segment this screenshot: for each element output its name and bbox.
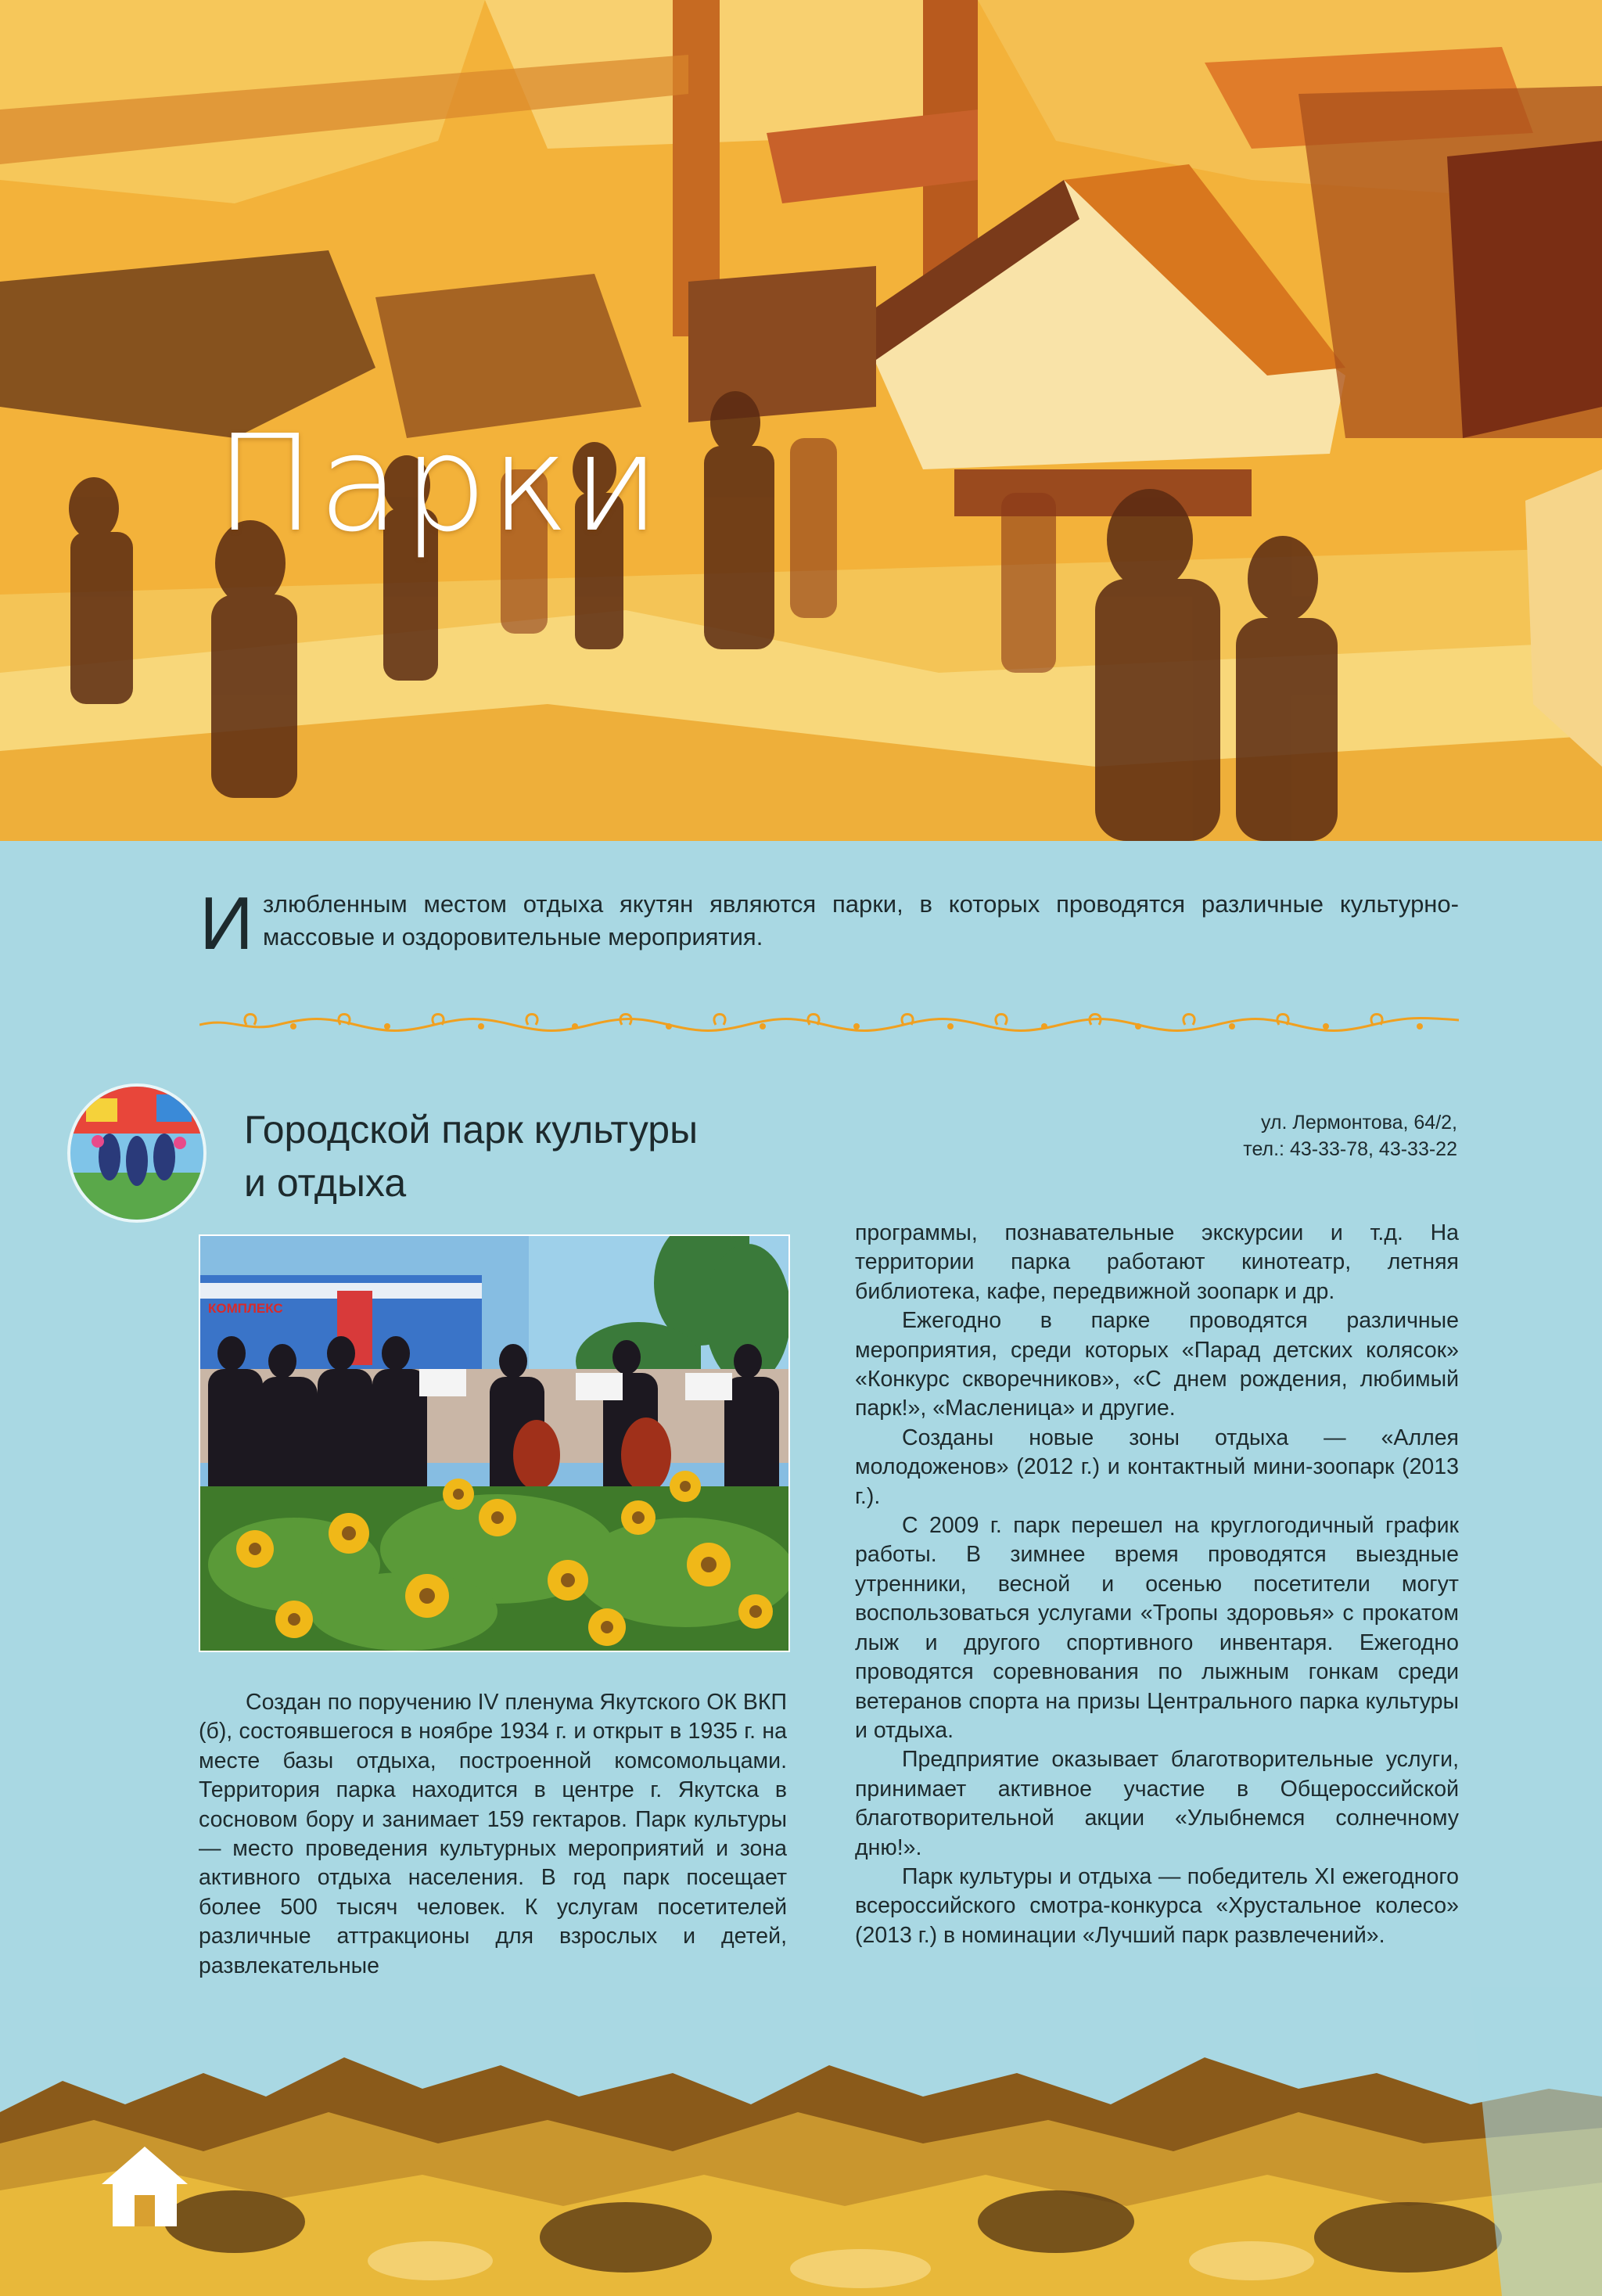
- phone-text: тел.: 43-33-78, 43-33-22: [1243, 1138, 1457, 1160]
- paragraph: Созданы новые зоны отдыха — «Аллея молодоженов» (2012 г.) и контактный мини-зоопарк (2013 г.).: [855, 1425, 1459, 1509]
- ornament-divider: [199, 1003, 1459, 1042]
- paragraph-continued: программы, познавательные экскурсии и т.д. На территории парка работают кинотеатр, летняя библиотека, кафе, передвижной зоопарк и др.: [855, 1220, 1459, 1304]
- home-icon[interactable]: [99, 2143, 191, 2230]
- section-title: [244, 1103, 792, 1209]
- left-column-text: [199, 1688, 787, 1981]
- page-title: Парки: [215, 407, 663, 562]
- section-logo-photo: [67, 1083, 207, 1223]
- footer-illustration: [0, 1987, 1602, 2296]
- photo-sign-text: КОМПЛЕКС: [208, 1301, 283, 1316]
- paragraph: Парк культуры и отдыха — победитель XI ежегодного всероссийского смотра-конкурса «Хрустальное колесо» (2013 г.) в номинации «Лучший парк развлечений».: [855, 1863, 1459, 1948]
- paragraph: Создан по поручению IV пленума Якутского ОК ВКП (б), состоявшегося в ноябре 1934 г. и открыт в 1935 г. на месте базы отдыха, построенной комсомольцами. Территория парка находится в центре г. Якутска в сосновом бору и занимает 159 гектаров. Парк культуры — место проведения культурных мероприятий и зона активного отдыха населения. В год парк посещает более 500 тысяч человек. К услугам посетителей различные аттракционы для взрослых и детей, развлекательные: [199, 1690, 787, 1978]
- address-text: ул. Лермонтова, 64/2,: [1260, 1112, 1457, 1134]
- drop-cap: И: [199, 882, 253, 965]
- contact-info: [1243, 1109, 1457, 1162]
- orchestra-photo: [199, 1234, 790, 1652]
- paragraph: Предприятие оказывает благотворительные услуги, принимает активное участие в Общероссийской благотворительной акции «Улыбнемся солнечному дню!».: [855, 1747, 1459, 1860]
- section-title-line2: и отдыха: [244, 1161, 407, 1205]
- right-column-text: [855, 1219, 1459, 1950]
- intro-text: злюбленным местом отдыха якутян являются парки, в которых проводятся различные культурно-массовые и оздоровительные мероприятия.: [263, 890, 1459, 950]
- hero-banner: [0, 0, 1602, 841]
- paragraph: С 2009 г. парк перешел на круглогодичный график работы. В зимнее время проводятся выездные утренники, весной и осенью посетители могут воспользоваться услугами «Тропы здоровья» с прокатом лыж и другого спортивного инвентаря. Ежегодно проводятся соревнования по лыжным гонкам среди ветеранов спорта на призы Центрального парка культуры и отдыха.: [855, 1513, 1459, 1743]
- intro-paragraph: [199, 882, 1459, 965]
- section-title-line1: Городской парк культуры: [244, 1108, 699, 1152]
- paragraph: Ежегодно в парке проводятся различные мероприятия, среди которых «Парад детских колясок» «Конкурс скворечников», «С днем рождения, любимый парк!», «Масленица» и другие.: [855, 1308, 1459, 1421]
